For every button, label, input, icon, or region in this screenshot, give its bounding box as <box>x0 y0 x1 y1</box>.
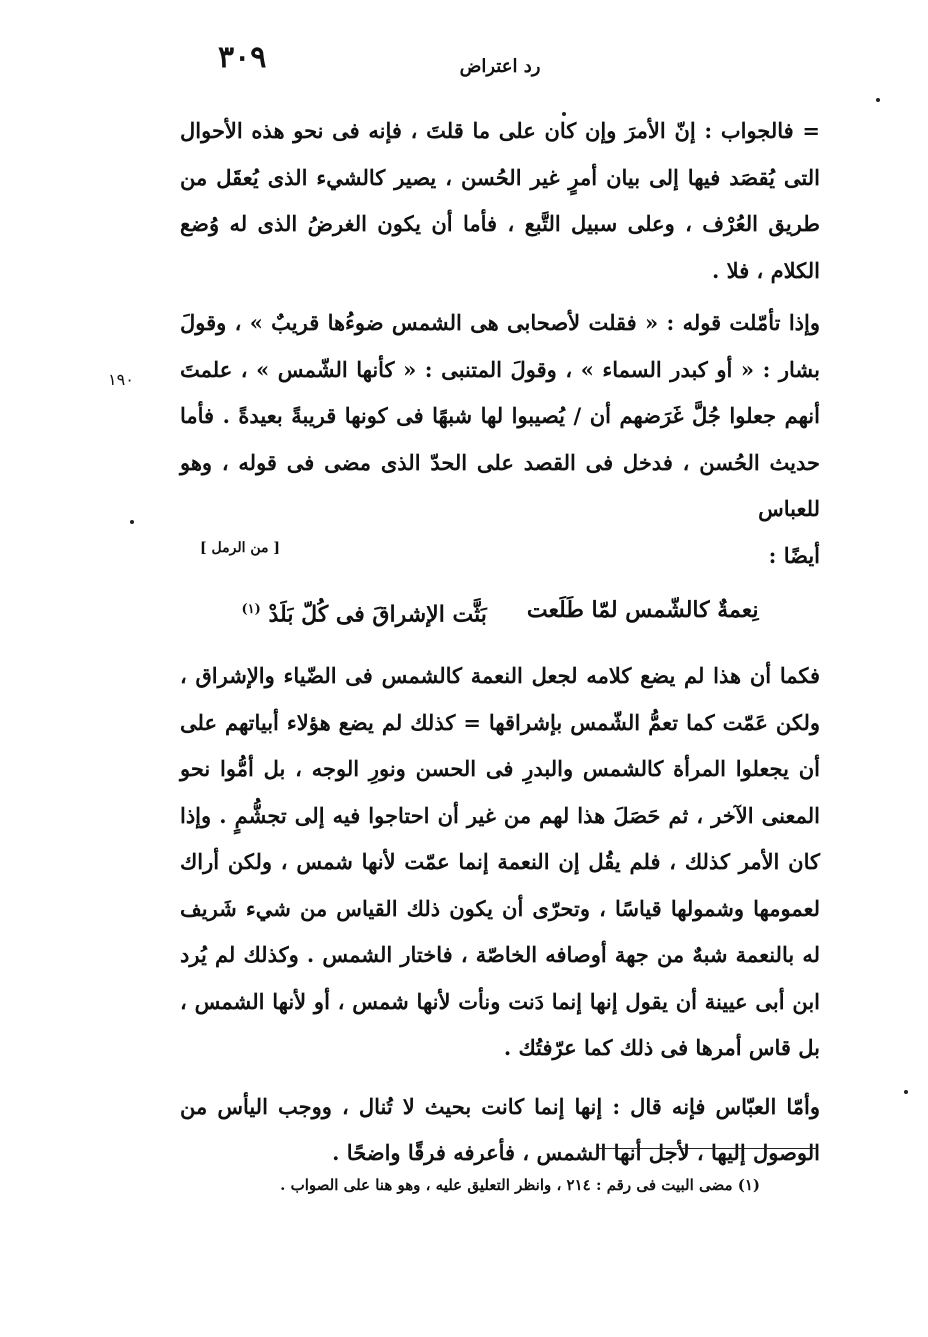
footnote-divider <box>596 1148 818 1149</box>
margin-number: ١٩٠ <box>108 370 134 389</box>
verse-second-hemistich <box>242 587 487 638</box>
dot-mark <box>876 98 880 102</box>
page-number: ٣٠٩ <box>218 40 267 75</box>
meter-line <box>180 533 820 577</box>
paragraph: وأمّا العبّاس فإنه قال : إنها إنما كانت بحيث لا تُنال ، ووجب اليأس من الوصول إليها ، لأجل أنها الشمس ، فأعرفه فرقًا واضحًا . <box>180 1093 820 1166</box>
paragraph: وإذا تأمّلت قوله : « فقلت لأصحابى هى الشمس ضوءُها قريبٌ » ، وقولَ بشار : « أو كبدر السماء » ، وقولَ المتنبى : « كأنها الشّمس » ، علمتَ أنهم جعلوا جُلَّ غَرَضهم أن / يُصيبوا لها شبهًا فى كونها قريبةً بعيدةً . فأما حديث الحُسن ، فدخل فى القصد على الحدّ الذى مضى فى قوله ، وهو للعباس <box>180 310 820 521</box>
dot-mark <box>130 520 134 524</box>
poetry-verse <box>180 587 820 638</box>
meter-lead-word: أيضًا : <box>768 542 820 568</box>
paragraph: فكما أن هذا لم يضع كلامه لجعل النعمة كالشمس فى الضّياء والإشراق ، ولكن عَمّت كما تعمُّ الشّمس بإشراقها = كذلك لم يضع هؤلاء أبياتهم على أن يجعلوا المرأة كالشمس والبدرِ فى الحسن ونورِ الوجه ، بل أمُّوا نحو المعنى الآخر ، ثم حَصَلَ هذا لهم من غير أن احتاجوا فيه إلى تجشُّمٍ . وإذا كان الأمر كذلك ، فلم يقُل إن النعمة إنما عمّت لأنها شمس ، ولكن أراك لعمومها وشمولها قياسًا ، وتحرّى أن يكون ذلك القياس من شيء شَريف له بالنعمة شبهٌ من جهة أوصافه الخاصّة ، فاختار الشمس . وكذلك لم يُرد ابن أبى عيينة أن يقول إنها إنما دَنت ونأت لأنها شمس ، أو لأنها الشمس ، بل قاس أمرها فى ذلك كما عرّفتُك . <box>180 663 820 1061</box>
footnote-reference: (١) <box>241 601 261 617</box>
dot-mark <box>904 1090 908 1094</box>
running-title: رد اعتراض <box>459 56 541 77</box>
main-text <box>180 108 820 1177</box>
footnote: (١) مضى البيت فى رقم : ٢١٤ ، وانظر التعليق عليه ، وهو هنا على الصواب . <box>280 1176 760 1194</box>
meter-tag: [ من الرمل ] <box>200 539 281 556</box>
verse-first-hemistich: نِعمةٌ كالشّمس لمّا طَلَعت <box>526 596 759 623</box>
paragraph: = فالجواب : إنّ الأمرَ وإن كان على ما قلتَ ، فإنه فى نحو هذه الأحوال التى يُقصَد فيها إلى بيان أمرٍ غير الحُسن ، يصير كالشيء الذى يُعقَل من طريق العُرْف ، وعلى سبيل التَّبع ، فأما أن يكون الغرضُ الذى له وُضع الكلام ، فلا . <box>180 118 820 283</box>
verse-second-text: بَثَّت الإشراقَ فى كُلّ بَلَدْ <box>268 600 487 627</box>
